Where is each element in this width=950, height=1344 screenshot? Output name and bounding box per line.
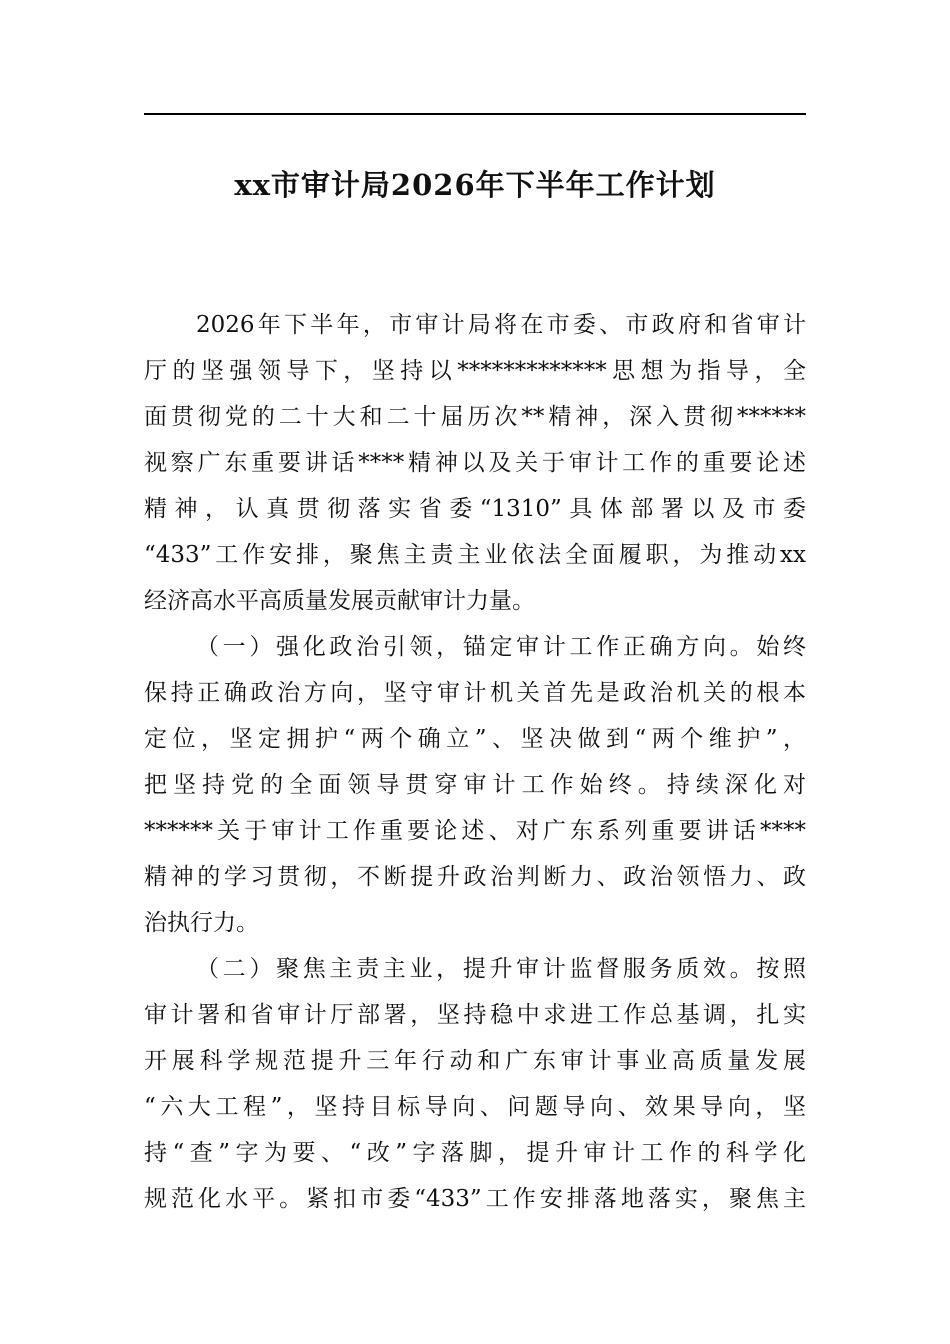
text-line: 持“查”字为要、“改”字落脚，提升审计工作的科学化 <box>144 1140 806 1166</box>
text-line: 定位，坚定拥护“两个确立”、坚决做到“两个维护”， <box>144 726 806 752</box>
paragraph <box>144 624 806 946</box>
text-line: 厅的坚强领导下，坚持以*************思想为指导，全 <box>144 358 806 384</box>
text-line: 视察广东重要讲话****精神以及关于审计工作的重要论述 <box>144 450 806 476</box>
text-line: 治执行力。 <box>144 910 259 936</box>
header-rule <box>144 113 806 115</box>
text-line: 开展科学规范提升三年行动和广东审计事业高质量发展 <box>144 1048 806 1074</box>
text-line: “六大工程”，坚持目标导向、问题导向、效果导向，坚 <box>144 1094 806 1120</box>
text-line: ******关于审计工作重要论述、对广东系列重要讲话**** <box>144 818 806 844</box>
text-line: 面贯彻党的二十大和二十届历次**精神，深入贯彻****** <box>144 404 806 430</box>
text-line: 精神，认真贯彻落实省委“1310”具体部署以及市委 <box>144 496 806 522</box>
text-line: （二）聚焦主责主业，提升审计监督服务质效。按照 <box>196 956 806 982</box>
text-line: 经济高水平高质量发展贡献审计力量。 <box>144 588 535 614</box>
document-body <box>144 302 806 1222</box>
text-line: 把坚持党的全面领导贯穿审计工作始终。持续深化对 <box>144 772 806 798</box>
text-line: 保持正确政治方向，坚守审计机关首先是政治机关的根本 <box>144 680 806 706</box>
text-line: “433”工作安排，聚焦主责主业依法全面履职，为推动xx <box>144 542 806 568</box>
text-line: 精神的学习贯彻，不断提升政治判断力、政治领悟力、政 <box>144 864 806 890</box>
document-title: xx市审计局2026年下半年工作计划 <box>234 168 716 202</box>
text-line: （一）强化政治引领，锚定审计工作正确方向。始终 <box>196 634 806 660</box>
paragraph <box>144 302 806 624</box>
text-line: 审计署和省审计厅部署，坚持稳中求进工作总基调，扎实 <box>144 1002 806 1028</box>
text-line: 规范化水平。紧扣市委“433”工作安排落地落实，聚焦主 <box>144 1186 806 1212</box>
text-line: 2026年下半年，市审计局将在市委、市政府和省审计 <box>196 312 806 338</box>
paragraph <box>144 946 806 1222</box>
